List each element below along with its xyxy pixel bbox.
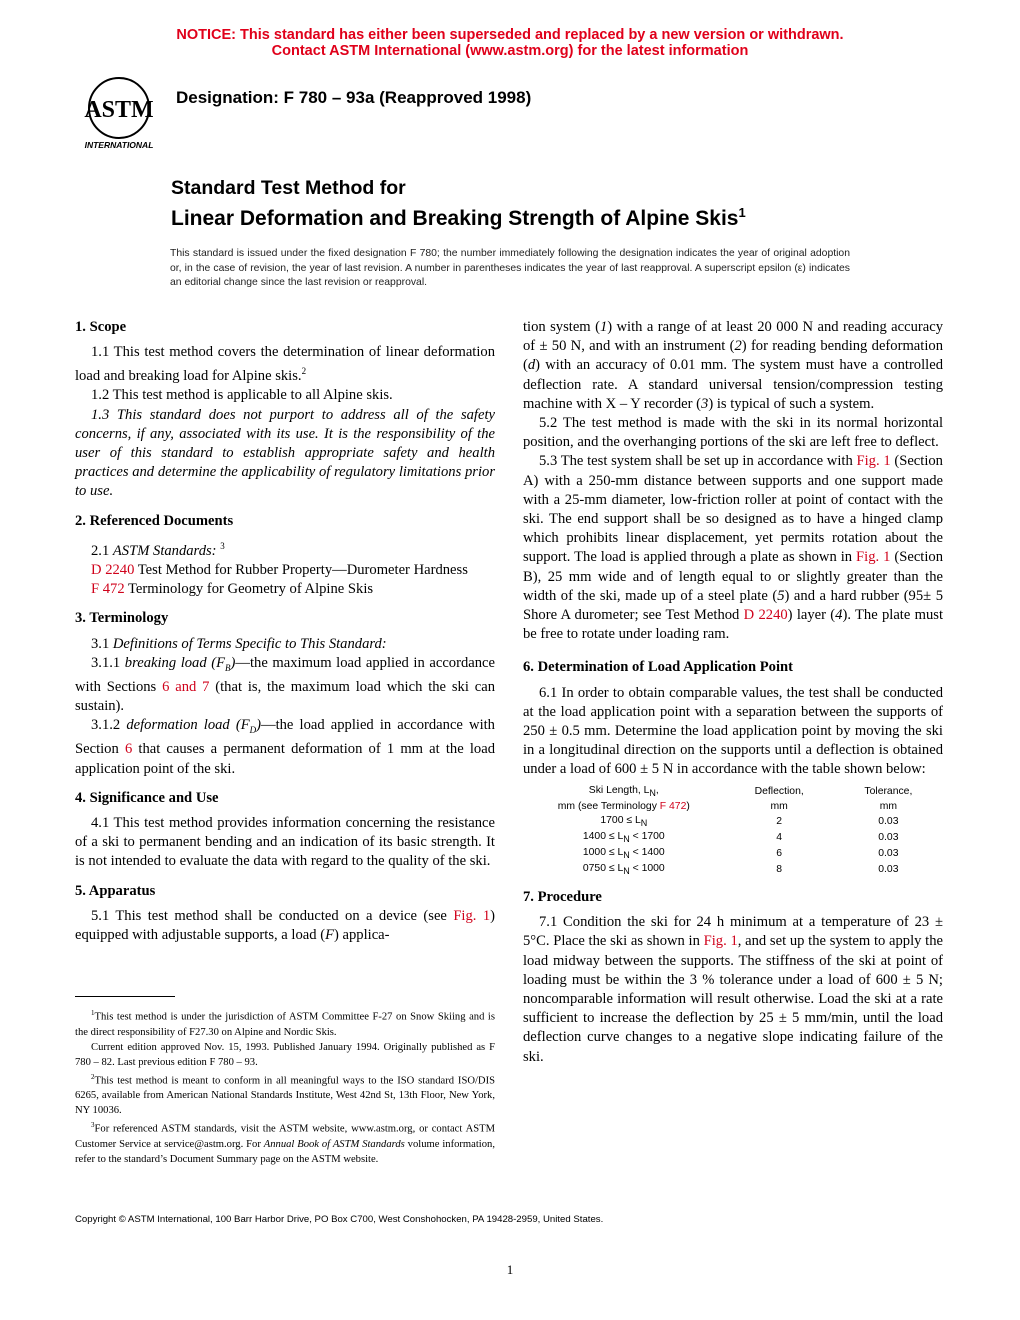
section-5-heading: 5. Apparatus — [75, 882, 156, 899]
table-row: $0750 \le L_N < 1000$ 8 0.03 — [582, 862, 899, 877]
right-column — [523, 318, 943, 1067]
header-tolerance-unit: mm — [879, 800, 898, 812]
para-3-1: 3.1 Definitions of Terms Specific to This Standard: — [91, 635, 387, 652]
ref-d2240: D 2240 Test Method for Rubber Property—Durometer Hardness — [91, 561, 468, 578]
withdrawal-notice — [0, 27, 1020, 59]
logo-subtext: INTERNATIONAL — [84, 140, 154, 150]
section-7-heading: 7. Procedure — [523, 889, 602, 906]
table-row: $1400 \le L_N < 1700$ 4 0.03 — [582, 830, 899, 844]
footnote-2: $^2$This test method is meant to conform in all meaningful ways to the ISO standard ISO/DIS 6265, available from American National Standards Institute, West 42nd St, 13th Floor, New York, NY 10036. — [75, 1072, 495, 1117]
link-d2240-b[interactable]: D 2240 — [743, 607, 788, 624]
para-3-1-2: 3.1.2 deformation load $(F_D)—the$ load applied in accordance with Section 6 that causes a permanent deformation of 1 mm at the load application point of the ski. — [75, 717, 495, 777]
copyright: Copyright © ASTM International, 100 Barr Harbor Drive, PO Box C700, West Conshohocken, PA 19428-2959, United States. — [75, 1214, 604, 1225]
logo-text: ASTM — [84, 97, 154, 123]
para-5-2: 5.2 The test method is made with the ski in its normal horizontal position, and the overhanging portions of the ski are left free to deflect. — [523, 415, 943, 451]
footnote-3: $^3$For referenced ASTM standards, visit the ASTM website, www.astm.org, or contact ASTM Customer Service at service@astm.org. For Annual Book of ASTM Standards volume information, refer to the standard’s Document Summary page on the ASTM website. — [75, 1121, 495, 1165]
section-1-heading: 1. Scope — [75, 319, 127, 335]
para-2-1: 2.1 ASTM Standards: $^3$ — [91, 540, 225, 559]
para-6-1: 6.1 In order to obtain comparable values, the test shall be conducted at the load application point with a separation between the supports of 250 ± 0.5 mm. Determine the load application point by moving the ski in a longitudinal direction on the supports until a deflection is obtained under a load of 600 ± 5 N in accordance with the table shown below: — [523, 684, 943, 778]
title-main: Linear Deformation and Breaking Strength of Alpine Skis — [171, 207, 739, 230]
footnote-ref-3[interactable]: 3 — [220, 540, 225, 551]
para-1-3: 1.3 This standard does not purport to address all of the safety concerns, if any, associated with its use. It is the responsibility of the user of this standard to establish appropriate safety and health practices and determine the applicability of regulatory limitations prior to use. — [75, 406, 495, 500]
section-2-heading: 2. Referenced Documents — [75, 512, 234, 529]
footnotes — [75, 1006, 495, 1167]
section-3-heading: 3. Terminology — [75, 610, 169, 627]
para-5-3: 5.3 The test system shall be set up in accordance with Fig. 1 (Section A) with a 250-mm distance between supports and one support made with a 25-mm diameter, low-friction roller at point of contact with the ski. The end support shall be so designed as to have a hinged clamp which prohibits linear displacement, yet permits rotation about the support. The load is applied through a plate as shown in Fig. 1 (Section B), 25 mm wide and of length equal to or slightly greater than the width of the ski, made up of a steel plate (5) and a hard rubber (95± 5 Shore A durometer; see Test Method D 2240) layer (4). The plate must be free to rotate under loading ram. — [523, 453, 944, 643]
footnote-1: $^1$This test method is under the jurisdiction of ASTM Committee F-27 on Snow Skiing and is the direct responsibility of F27.30 on Alpine and Nordic Skis. — [75, 1009, 495, 1038]
section-6-heading: 6. Determination of Load Application Point — [523, 659, 793, 676]
notice-line-1: NOTICE: This standard has either been superseded and replaced by a new version or withdrawn. — [176, 27, 844, 43]
deflection-table — [523, 784, 943, 878]
header-ski-length: Ski Length, $L_N$, — [588, 784, 659, 798]
para-1-2: 1.2 This test method is applicable to all Alpine skis. — [91, 387, 393, 404]
para-1-1: 1.1 This test method covers the determination of linear deformation load and breaking load for Alpine skis.$^2$ — [75, 344, 495, 385]
ref-f472: F 472 Terminology for Geometry of Alpine Skis — [91, 581, 374, 598]
page-number: 1 — [506, 1262, 514, 1277]
link-fig-1-a[interactable]: Fig. 1 — [453, 907, 491, 924]
para-5-1-cont: tion system (1) with a range of at least 20 000 N and reading accuracy of ± 50 N, and with an instrument (2) for reading bending deformation (d) with an accuracy of 0.01 mm. The system must have a controlled deflection rate. A standard universal tension/compression testing machine with X – Y recorder (3) is typical of such a system. — [523, 319, 943, 412]
link-sections-6-7[interactable]: 6 and 7 — [162, 678, 210, 695]
title-line-2 — [171, 200, 746, 232]
header-deflection: Deflection, — [754, 785, 804, 797]
para-4-1: 4.1 This test method provides information concerning the resistance of a ski to permanent bending and an indication of its basic strength. It is not intended to evaluate the data with regard to the quality of the ski. — [75, 815, 495, 870]
link-fig-1-b[interactable]: Fig. 1 — [856, 453, 891, 470]
table-header-row-2 — [523, 800, 943, 814]
para-3-1-1: 3.1.1 breaking load $(F_B)—the$ maximum load applied in accordance with Sections 6 and 7 (that is, the maximum load which the ski can sustain). — [75, 654, 495, 715]
header-tolerance: Tolerance, — [864, 785, 913, 797]
left-column — [75, 318, 495, 945]
para-5-1-start: 5.1 This test method shall be conducted on a device (see Fig. 1) equipped with adjustable supports, a load (F) applica- — [75, 907, 495, 944]
issued-note: This standard is issued under the fixed designation F 780; the number immediately following the designation indicates the year of original adoption or, in the case of revision, the year of last revision. A number in parentheses indicates the year of last reapproval. A superscript epsilon (ε) indicates an editorial change since the last revision or reapproval. — [170, 248, 850, 288]
link-fig-1-c[interactable]: Fig. 1 — [856, 549, 891, 566]
table-row: $1000 \le L_N < 1400$ 6 0.03 — [582, 846, 899, 860]
section-4-heading: 4. Significance and Use — [75, 789, 219, 806]
footnote-rule — [75, 996, 175, 997]
link-d2240[interactable]: D 2240 — [91, 561, 135, 578]
footnote-ref-2[interactable]: 2 — [301, 366, 307, 377]
astm-logo — [78, 72, 160, 154]
title-line-1: Standard Test Method for — [171, 177, 406, 199]
header-ski-length-unit: mm (see Terminology F 472) — [557, 800, 690, 812]
designation: Designation: F 780 – 93a (Reapproved 1998) — [176, 88, 532, 107]
footnote-1b: Current edition approved Nov. 15, 1993. Published January 1994. Originally published as F 780 – 82. Last previous edition F 780 – 93. — [75, 1041, 495, 1068]
astm-logo-icon — [78, 72, 160, 154]
header-deflection-unit: mm — [770, 800, 788, 812]
link-f472[interactable]: F 472 — [91, 581, 125, 598]
table-row: $1700 \le L_N$ 2 0.03 — [600, 814, 899, 828]
title-footnote-mark: 1 — [738, 205, 746, 220]
table-header-row-1 — [523, 784, 943, 800]
notice-line-2: Contact ASTM International (www.astm.org) for the latest information — [271, 43, 749, 59]
link-section-6[interactable]: 6 — [124, 741, 133, 758]
para-7-1: 7.1 Condition the ski for 24 h minimum at a temperature of 23 ± 5°C. Place the ski as shown in Fig. 1, and set up the system to apply the load midway between the supports. The stiffness of the ski at point of loading must be within the 3 % tolerance under a load of 600 ± 5 N; noncomparable information will result otherwise. Load the ski at a rate sufficient to increase the deflection by 25 ± 5 mm/min, until the load deflection curve changes to a negative slope indicating failure of the ski. — [523, 914, 944, 1065]
document-title — [171, 176, 746, 232]
link-fig-1-d[interactable]: Fig. 1 — [703, 933, 738, 950]
link-f472-table[interactable]: F 472 — [659, 800, 687, 812]
